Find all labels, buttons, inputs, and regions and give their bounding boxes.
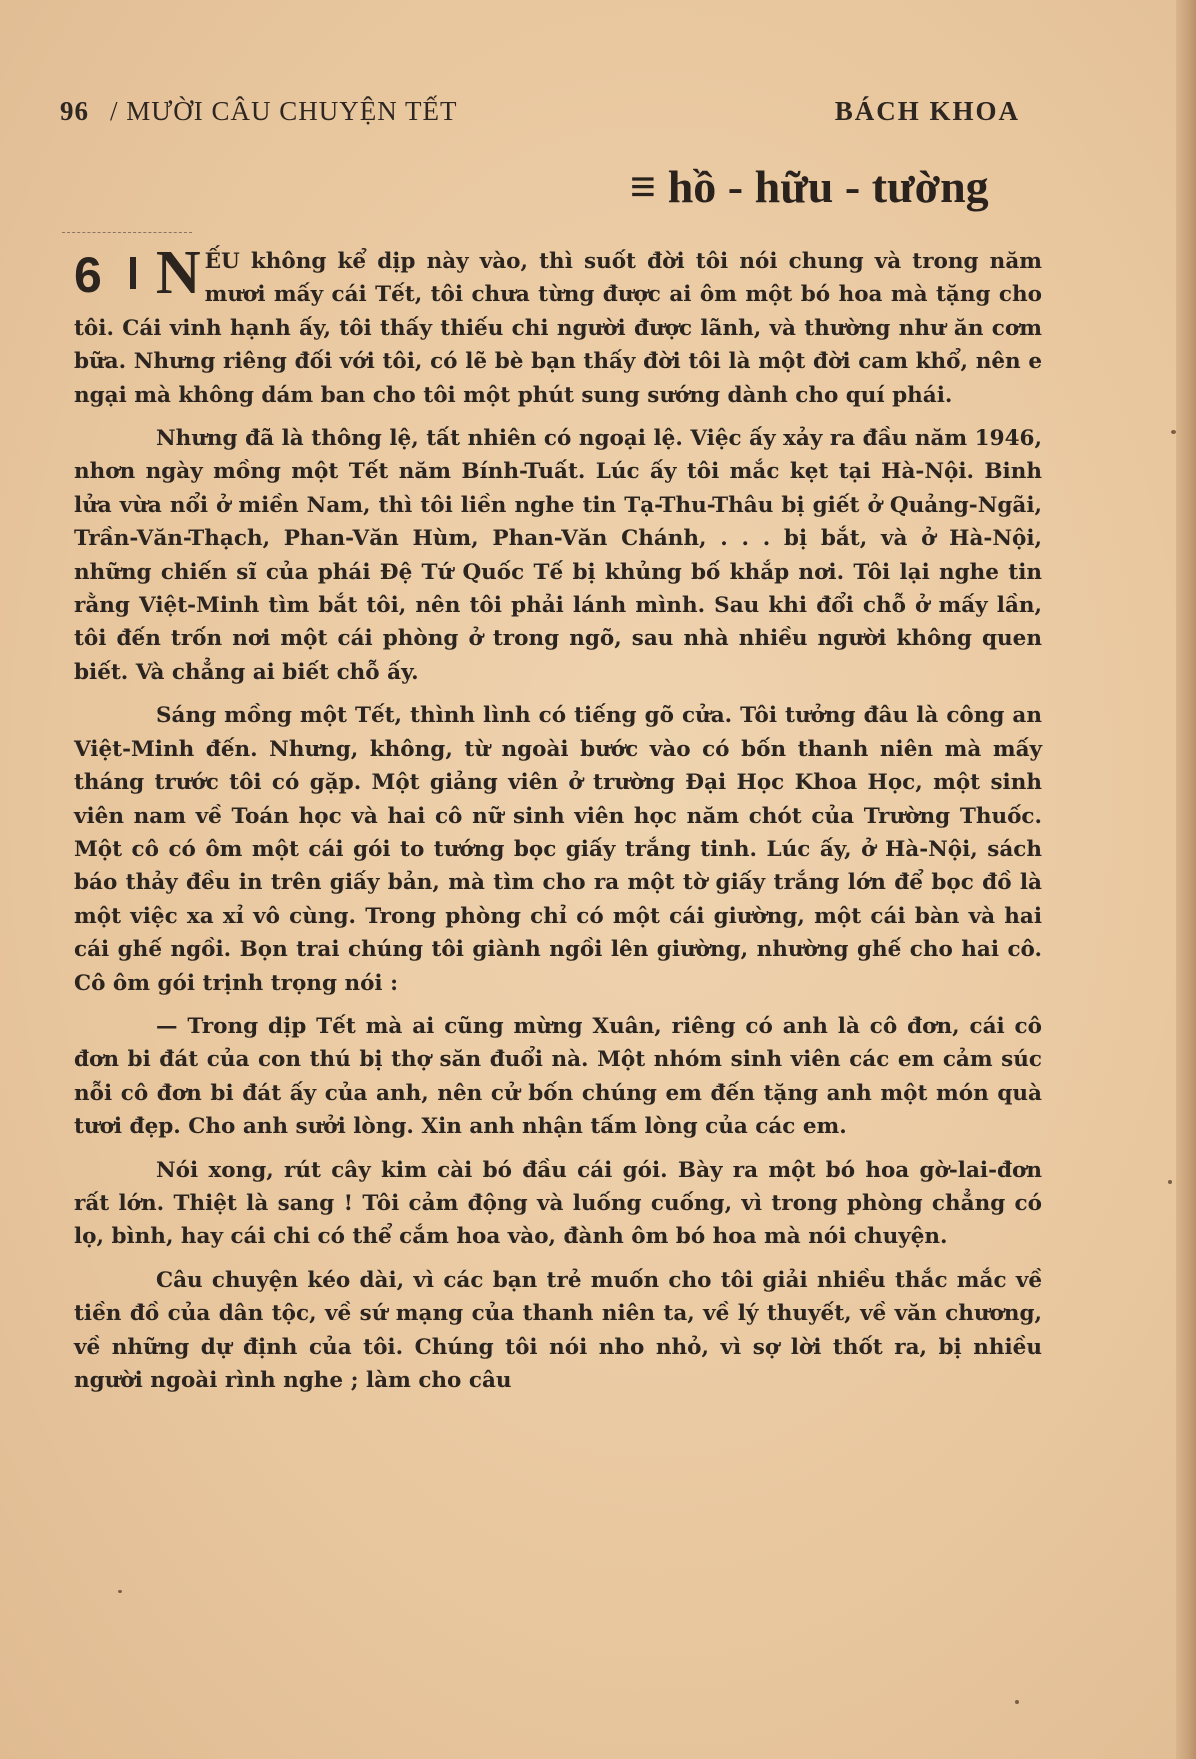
paper-speck xyxy=(1168,1180,1172,1184)
page-number: 96 xyxy=(60,96,89,126)
paragraph-6: Câu chuyện kéo dài, vì các bạn trẻ muốn cho tôi giải nhiều thắc mắc về tiền đồ của dân tộc, về sứ mạng của thanh niên ta, về lý thuyết, về văn chương, về những dự định của tôi. Chúng tôi nói nho nhỏ, vì sợ lời thốt ra, bị nhiều người ngoài rình nghe ; làm cho câu xyxy=(74,1267,1042,1393)
paragraph-text: ẾU không kể dịp này vào, thì suốt đời tôi nói chung và trong năm mươi mấy cái Tết, tôi chưa từng được ai ôm một bó hoa mà tặng cho tôi. Cái vinh hạnh ấy, tôi thấy thiếu chi người được lãnh, và thường như ăn cơm bữa. Nhưng riêng đối với tôi, có lẽ bè bạn thấy đời tôi là một đời cam khổ, nên e ngại mà không dám ban cho tôi một phút sung sướng dành cho quí phái. xyxy=(74,249,1042,408)
divider-rule xyxy=(62,232,192,233)
article-body xyxy=(74,239,1042,1397)
paragraph-2: Nhưng đã là thông lệ, tất nhiên có ngoại lệ. Việc ấy xảy ra đầu năm 1946, nhơn ngày mồng một Tết năm Bính-Tuất. Lúc ấy tôi mắc kẹt tại Hà-Nội. Binh lửa vừa nổi ở miền Nam, thì tôi liền nghe tin Tạ-Thu-Thâu bị giết ở Quảng-Ngãi, Trần-Văn-Thạch, Phan-Văn Hùm, Phan-Văn Chánh, . . . bị bắt, và ở Hà-Nội, những chiến sĩ của phái Đệ Tứ Quốc Tế bị khủng bố khắp nơi. Tôi lại nghe tin rằng Việt-Minh tìm bắt tôi, nên tôi phải lánh mình. Sau khi đổi chỗ ở mấy lần, tôi đến trốn nơi một cái phòng ở trong ngõ, sau nhà nhiều người không quen biết. Và chẳng ai biết chỗ ấy. xyxy=(74,426,1042,685)
section-bar xyxy=(130,257,136,289)
paper-speck xyxy=(1015,1700,1019,1704)
paragraph-3: Sáng mồng một Tết, thình lình có tiếng gõ cửa. Tôi tưởng đâu là công an Việt-Minh đến. Nhưng, không, từ ngoài bước vào có bốn thanh niên mà mấy tháng trước tôi có gặp. Một giảng viên ở trường Đại Học Khoa Học, một sinh viên nam về Toán học và hai cô nữ sinh viên học năm chót của Trường Thuốc. Một cô có ôm một cái gói to tướng bọc giấy trắng tinh. Lúc ấy, ở Hà-Nội, sách báo thảy đều in trên giấy bản, mà tìm cho ra một tờ giấy trắng lớn để bọc đồ là một việc xa xỉ vô cùng. Trong phòng chỉ có một cái giường, một cái bàn và hai cái ghế ngồi. Bọn trai chúng tôi giành ngồi lên giường, nhường ghế cho hai cô. Cô ôm gói trịnh trọng nói : xyxy=(74,703,1042,996)
paragraph-1 xyxy=(74,239,1042,412)
running-header xyxy=(60,96,1020,136)
paragraph-5: Nói xong, rút cây kim cài bó đầu cái gói. Bày ra một bó hoa gờ-lai-đơn rất lớn. Thiệt là sang ! Tôi cảm động và luống cuống, vì trong phòng chẳng có lọ, bình, hay cái chi có thể cắm hoa vào, đành ôm bó hoa mà nói chuyện. xyxy=(74,1157,1042,1250)
paragraph-4: — Trong dịp Tết mà ai cũng mừng Xuân, riêng có anh là cô đơn, cái cô đơn bi đát của con thú bị thợ săn đuổi nà. Một nhóm sinh viên các em cảm súc nỗi cô đơn bi đát ấy của anh, nên cử bốn chúng em đến tặng anh một món quà tươi đẹp. Cho anh sưởi lòng. Xin anh nhận tấm lòng của các em. xyxy=(74,1013,1042,1140)
paper-speck xyxy=(1171,430,1176,434)
running-title: / MƯỜI CÂU CHUYỆN TẾT xyxy=(110,96,458,126)
paper-speck xyxy=(118,1590,122,1593)
page-edge-shadow xyxy=(1176,0,1196,1759)
magazine-name: BÁCH KHOA xyxy=(834,96,1020,126)
drop-cap: N xyxy=(155,239,201,307)
section-number: 6 xyxy=(74,247,102,303)
author-byline: ≡ hồ - hữu - tường xyxy=(630,161,989,212)
